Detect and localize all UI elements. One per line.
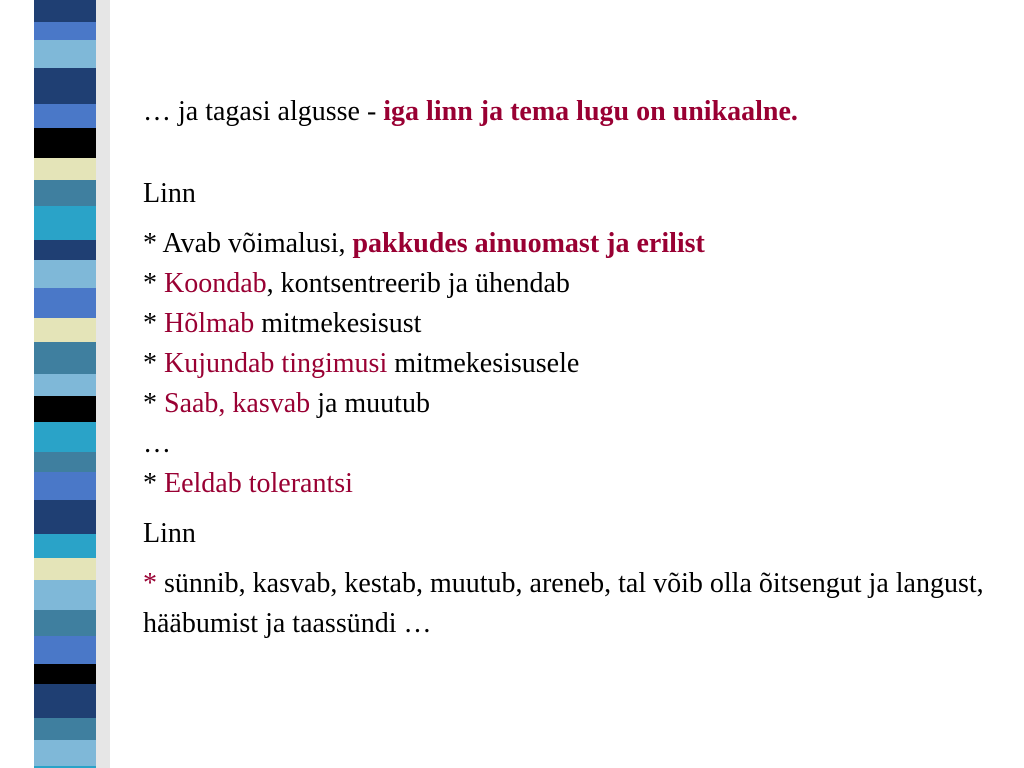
list-bullet: * bbox=[143, 348, 164, 379]
stripe-block bbox=[34, 22, 96, 41]
section2-body: sünnib, kasvab, kestab, muutub, areneb, tal võib olla õitsengut ja langust, hääbumist ja taassündi … bbox=[143, 568, 984, 639]
list-item-text: … bbox=[143, 428, 171, 459]
list-item-text: Eeldab tolerantsi bbox=[164, 468, 353, 499]
section2-heading: Linn bbox=[143, 518, 196, 549]
list-item bbox=[143, 304, 1003, 344]
list-item-text: mitmekesisusele bbox=[387, 348, 580, 379]
stripe-block bbox=[34, 396, 96, 423]
stripe-block bbox=[34, 472, 96, 501]
stripe-block bbox=[34, 0, 96, 23]
section1-heading: Linn bbox=[143, 178, 196, 209]
stripe-block bbox=[34, 718, 96, 741]
list-item bbox=[143, 264, 1003, 304]
stripe-block bbox=[34, 288, 96, 319]
stripe-block bbox=[34, 636, 96, 665]
list-item bbox=[143, 344, 1003, 384]
stripe-block bbox=[34, 374, 96, 397]
list-bullet: * bbox=[143, 228, 163, 259]
stripe-block bbox=[34, 240, 96, 261]
slide-body bbox=[143, 92, 1003, 644]
stripe-shadow bbox=[96, 0, 110, 768]
stripe-block bbox=[34, 180, 96, 207]
list-bullet: * bbox=[143, 308, 164, 339]
stripe-block bbox=[34, 534, 96, 559]
stripe-block bbox=[34, 342, 96, 375]
stripe-block bbox=[34, 664, 96, 685]
stripe-block bbox=[34, 260, 96, 289]
list-item bbox=[143, 224, 1003, 264]
list-item bbox=[143, 464, 1003, 504]
stripe-block bbox=[34, 104, 96, 129]
list-bullet: * bbox=[143, 268, 164, 299]
list-item-text: Kujundab tingimusi bbox=[164, 348, 388, 379]
section2-text bbox=[143, 564, 1003, 644]
stripe-block bbox=[34, 206, 96, 241]
decorative-stripe bbox=[0, 0, 140, 768]
list-item-text: pakkudes ainuomast ja erilist bbox=[352, 228, 705, 259]
list-item-text: mitmekesisust bbox=[254, 308, 422, 339]
stripe-block bbox=[34, 422, 96, 453]
stripe-block bbox=[34, 684, 96, 719]
section1-list bbox=[143, 224, 1003, 504]
section2-bullet: * bbox=[143, 568, 164, 599]
list-item bbox=[143, 424, 1003, 464]
stripe-block bbox=[34, 452, 96, 473]
intro-line bbox=[143, 92, 1003, 132]
list-bullet: * bbox=[143, 468, 164, 499]
stripe-block bbox=[34, 128, 96, 159]
stripe-block bbox=[34, 158, 96, 181]
intro-prefix: … ja tagasi algusse - bbox=[143, 96, 384, 127]
stripe-block bbox=[34, 610, 96, 637]
list-item-text: ja muutub bbox=[310, 388, 430, 419]
stripe-block bbox=[34, 318, 96, 343]
intro-emphasis: iga linn ja tema lugu on unikaalne. bbox=[383, 96, 798, 127]
list-bullet: * bbox=[143, 388, 164, 419]
stripe-block bbox=[34, 68, 96, 105]
stripe-block bbox=[34, 40, 96, 69]
list-item-text: , kontsentreerib ja ühendab bbox=[266, 268, 570, 299]
list-item bbox=[143, 384, 1003, 424]
stripe-block bbox=[34, 500, 96, 535]
stripe-block bbox=[34, 558, 96, 581]
list-item-text: Avab võimalusi, bbox=[162, 228, 353, 259]
stripe-block bbox=[34, 580, 96, 611]
list-item-text: Koondab bbox=[164, 268, 267, 299]
stripe-block bbox=[34, 740, 96, 767]
list-item-text: Hõlmab bbox=[164, 308, 255, 339]
list-item-text: Saab, kasvab bbox=[164, 388, 311, 419]
